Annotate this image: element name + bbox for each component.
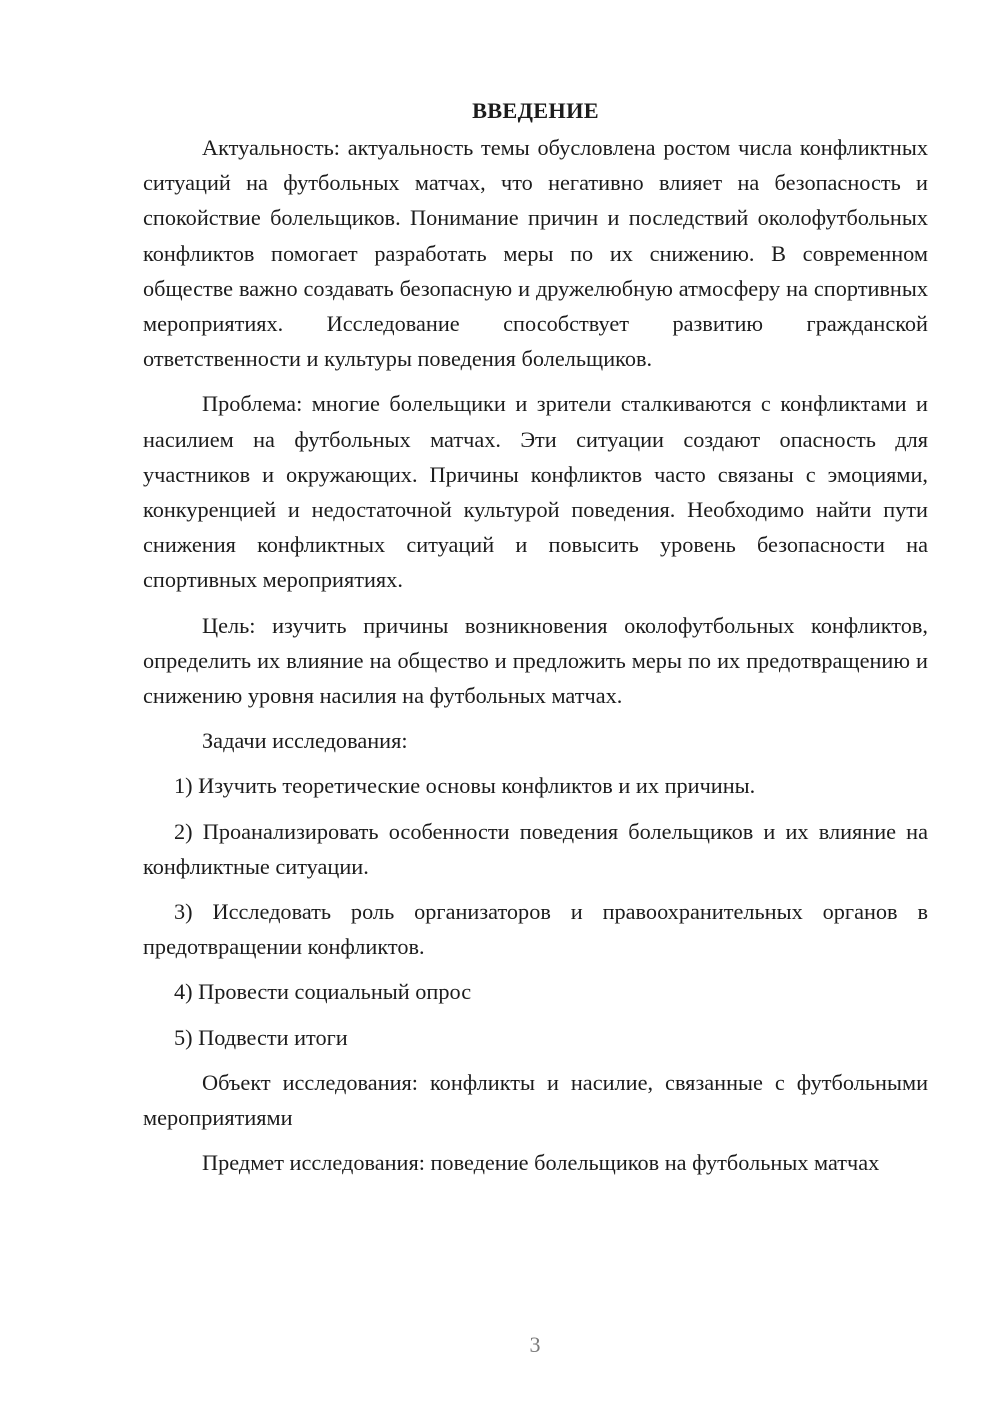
document-body [143, 92, 928, 1190]
task-item-4: 4) Провести социальный опрос [174, 979, 472, 1005]
tasks-label: Задачи исследования: [202, 728, 408, 754]
task-item-1: 1) Изучить теоретические основы конфликтов и их причины. [174, 773, 756, 799]
relevance-paragraph: Актуальность: актуальность темы обусловлена ростом числа конфликтных ситуаций на футбольных матчах, что негативно влияет на безопасность и спокойствие болельщиков. Понимание причин и последствий околофутбольных конфликтов помогает разработать меры по их снижению. В современном обществе важно создавать безопасную и дружелюбную атмосферу на спортивных мероприятиях. Исследование способствует развитию гражданской ответственности и культуры поведения болельщиков. [143, 135, 928, 372]
object-paragraph: Объект исследования: конфликты и насилие, связанные с футбольными мероприятиями [143, 1069, 928, 1131]
task-item-2: 2) Проанализировать особенности поведения болельщиков и их влияние на конфликтные ситуации. [143, 818, 928, 879]
goal-paragraph: Цель: изучить причины возникновения околофутбольных конфликтов, определить их влияние на общество и предложить меры по их предотвращению и снижению уровня насилия на футбольных матчах. [143, 612, 928, 709]
task-item-5: 5) Подвести итоги [174, 1024, 348, 1050]
page-title: ВВЕДЕНИЕ [472, 98, 599, 123]
page-number: 3 [529, 1332, 541, 1357]
task-item-3: 3) Исследовать роль организаторов и правоохранительных органов в предотвращении конфликтов. [143, 899, 928, 960]
problem-paragraph: Проблема: многие болельщики и зрители сталкиваются с конфликтами и насилием на футбольных матчах. Эти ситуации создают опасность для участников и окружающих. Причины конфликтов часто связаны с эмоциями, конкуренцией и недостаточной культурой поведения. Необходимо найти пути снижения конфликтных ситуаций и повысить уровень безопасности на спортивных мероприятиях. [143, 391, 928, 593]
subject-paragraph: Предмет исследования: поведение болельщиков на футбольных матчах [202, 1150, 880, 1176]
